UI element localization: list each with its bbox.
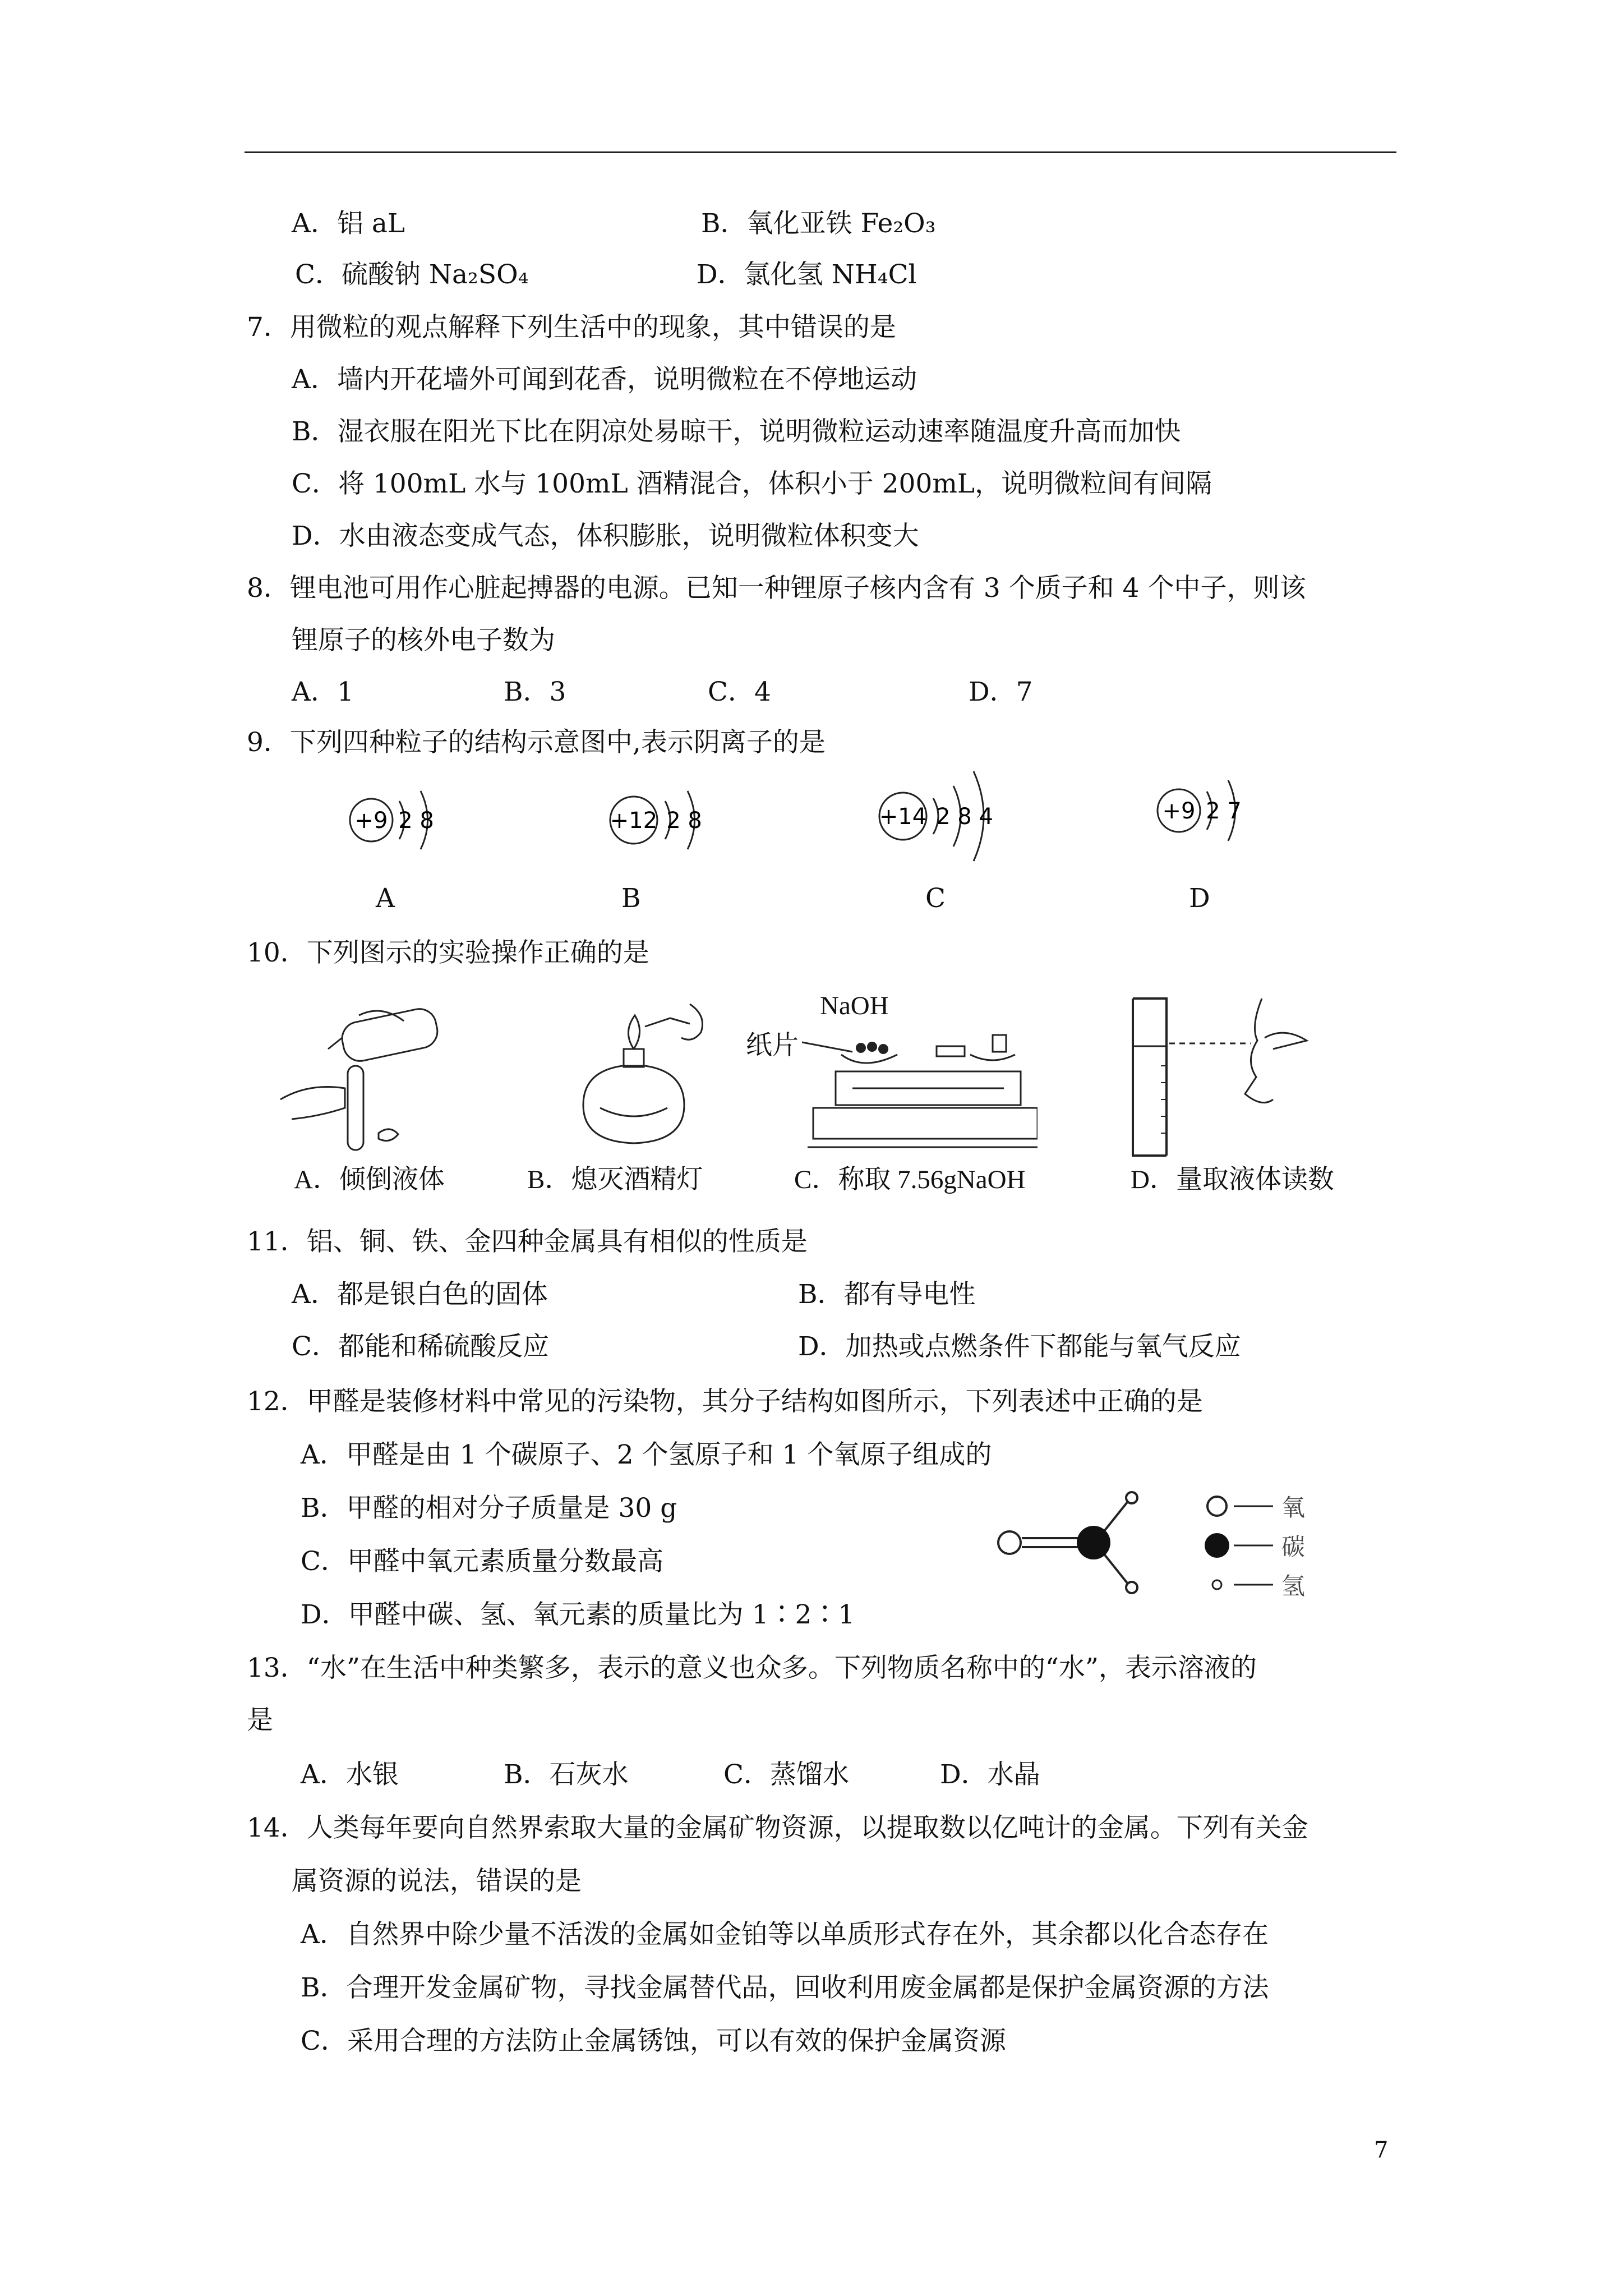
q14-option-c: C．采用合理的方法防止金属锈蚀，可以有效的保护金属资源: [301, 2026, 1006, 2056]
graduated-cylinder-illustration: [1127, 987, 1329, 1161]
q11-option-c: C．都能和稀硫酸反应: [292, 1331, 549, 1362]
q8-option-c: C．4: [708, 677, 771, 707]
header-rule: [245, 151, 1396, 153]
q13-option-b: B．石灰水: [504, 1759, 629, 1790]
q8-option-a: A．1: [292, 677, 354, 707]
q13-stem-line2: 是: [247, 1705, 273, 1736]
atom-label-a: A: [376, 883, 395, 914]
q11-option-b: B．都有导电性: [798, 1279, 976, 1310]
q10-option-c: C．称取 7.56gNaOH: [794, 1165, 1026, 1194]
balance-illustration: [802, 1015, 1038, 1156]
paper-label: 纸片: [746, 1030, 799, 1061]
formaldehyde-molecule-diagram: [993, 1481, 1340, 1610]
naoh-label: NaOH: [820, 991, 889, 1020]
atom-diagram-b: [594, 780, 729, 869]
q8-stem-line2: 锂原子的核外电子数为: [292, 625, 555, 656]
q7-option-c: C．将 100mL 水与 100mL 酒精混合，体积小于 200mL，说明微粒间有间隔: [292, 468, 1212, 499]
q14-option-a: A．自然界中除少量不活泼的金属如金铂等以单质形式存在外，其余都以化合态存在: [301, 1919, 1269, 1950]
q13-option-d: D．水晶: [940, 1759, 1040, 1790]
svg-text:+9: +9: [354, 808, 388, 834]
q7-option-d: D．水由液态变成气态，体积膨胀，说明微粒体积变大: [292, 521, 919, 551]
q11-option-a: A．都是银白色的固体: [292, 1279, 548, 1310]
atom-label-b: B: [621, 883, 641, 914]
q9-stem: 9．下列四种粒子的结构示意图中,表示阴离子的是: [247, 727, 826, 758]
svg-text:2 8: 2 8: [666, 808, 702, 834]
page-number: 7: [1374, 2137, 1389, 2163]
svg-text:+14: +14: [879, 804, 927, 830]
q10-option-a: A．倾倒液体: [294, 1165, 445, 1194]
q10-stem: 10．下列图示的实验操作正确的是: [247, 937, 649, 968]
atom-label-c: C: [925, 883, 946, 914]
q13-option-c: C．蒸馏水: [723, 1759, 849, 1790]
svg-text:+12: +12: [610, 808, 658, 834]
q13-stem-line1: 13．“水”在生活中种类繁多，表示的意义也众多。下列物质名称中的“水”，表示溶液的: [247, 1653, 1257, 1683]
atom-diagram-a: [336, 780, 460, 869]
pour-liquid-illustration: [275, 1004, 465, 1161]
q6-option-b: B．氧化亚铁 Fe₂O₃: [701, 208, 936, 239]
q7-option-b: B．湿衣服在阳光下比在阴凉处易晾干，说明微粒运动速率随温度升高而加快: [292, 416, 1181, 447]
q12-option-d: D．甲醛中碳、氢、氧元素的质量比为 1∶2∶1: [301, 1599, 855, 1630]
q14-stem-line1: 14．人类每年要向自然界索取大量的金属矿物资源，以提取数以亿吨计的金属。下列有关金: [247, 1812, 1308, 1843]
q14-option-b: B．合理开发金属矿物，寻找金属替代品，回收利用废金属都是保护金属资源的方法: [301, 1972, 1269, 2003]
q11-stem: 11．铝、铜、铁、金四种金属具有相似的性质是: [247, 1226, 808, 1257]
atom-label-d: D: [1189, 883, 1210, 914]
q6-option-a: A．铝 aL: [292, 208, 405, 239]
legend-carbon: 碳: [1281, 1533, 1306, 1561]
q10-option-b: B．熄灭酒精灯: [527, 1165, 703, 1194]
q6-option-c: C．硫酸钠 Na₂SO₄: [295, 259, 529, 290]
q8-option-d: D．7: [969, 677, 1033, 707]
q6-option-d: D．氯化氢 NH₄Cl: [697, 259, 917, 290]
q8-option-b: B．3: [504, 677, 566, 707]
legend-hydrogen: 氢: [1281, 1572, 1306, 1600]
svg-text:2 7: 2 7: [1206, 798, 1242, 824]
q7-stem: 7．用微粒的观点解释下列生活中的现象，其中错误的是: [247, 312, 896, 343]
q8-stem-line1: 8．锂电池可用作心脏起搏器的电源。已知一种锂原子核内含有 3 个质子和 4 个中子，则该: [247, 573, 1306, 604]
atom-diagram-c: [864, 754, 1032, 872]
q12-option-b: B．甲醛的相对分子质量是 30 g: [301, 1493, 677, 1524]
q12-option-a: A．甲醛是由 1 个碳原子、2 个氢原子和 1 个氧原子组成的: [301, 1439, 992, 1470]
q12-option-c: C．甲醛中氧元素质量分数最高: [301, 1546, 663, 1577]
q12-stem: 12．甲醛是装修材料中常见的污染物，其分子结构如图所示，下列表述中正确的是: [247, 1386, 1203, 1417]
legend-oxygen: 氧: [1281, 1494, 1306, 1521]
q14-stem-line2: 属资源的说法，错误的是: [292, 1866, 582, 1897]
atom-diagram-d: [1144, 760, 1267, 855]
q10-option-d: D．量取液体读数: [1131, 1165, 1334, 1194]
q11-option-d: D．加热或点燃条件下都能与氧气反应: [798, 1331, 1241, 1362]
alcohol-lamp-illustration: [561, 993, 729, 1161]
svg-text:+9: +9: [1162, 798, 1196, 824]
q7-option-a: A．墙内开花墙外可闻到花香，说明微粒在不停地运动: [292, 364, 917, 395]
svg-text:2 8 4: 2 8 4: [936, 804, 993, 830]
svg-text:2 8: 2 8: [398, 808, 434, 834]
q13-option-a: A．水银: [301, 1759, 399, 1790]
